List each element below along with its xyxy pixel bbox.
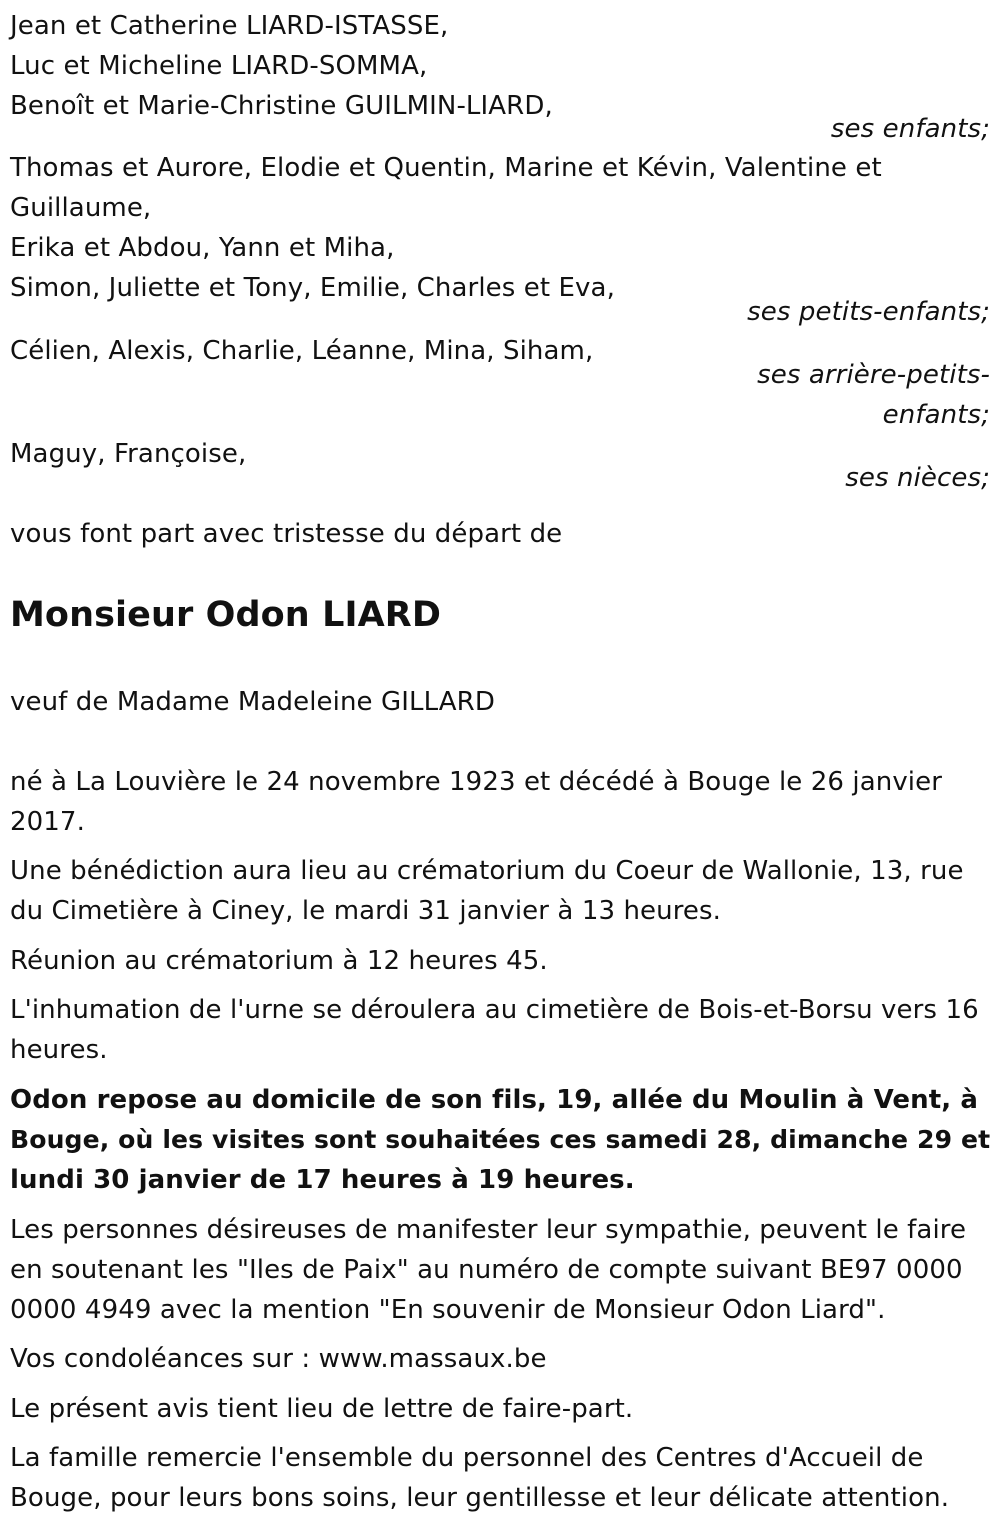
grandchild-line: Erika et Abdou, Yann et Miha,: [10, 233, 395, 263]
relation-great-grandchildren: enfants;: [882, 400, 990, 430]
rest-line: Odon repose au domicile de son fils, 19, allée du Moulin à Vent, à: [10, 1085, 979, 1115]
deceased-name: Monsieur Odon LIARD: [10, 595, 441, 635]
grandchild-line: Guillaume,: [10, 193, 152, 223]
burial-line: heures.: [10, 1035, 108, 1065]
notice-line: Le présent avis tient lieu de lettre de faire-part.: [10, 1394, 634, 1424]
spouse-line: veuf de Madame Madeleine GILLARD: [10, 687, 495, 717]
rest-line: lundi 30 janvier de 17 heures à 19 heures.: [10, 1165, 635, 1195]
great-grandchild-line: Célien, Alexis, Charlie, Léanne, Mina, Siham,: [10, 336, 594, 366]
grandchild-line: Thomas et Aurore, Elodie et Quentin, Marine et Kévin, Valentine et: [10, 153, 882, 183]
relation-great-grandchildren: ses arrière-petits-: [757, 360, 990, 390]
relation-grandchildren: ses petits-enfants;: [747, 297, 990, 327]
burial-line: L'inhumation de l'urne se déroulera au cimetière de Bois-et-Borsu vers 16: [10, 995, 979, 1025]
rest-line: Bouge, où les visites sont souhaitées ces samedi 28, dimanche 29 et: [10, 1125, 991, 1154]
sympathy-line: Les personnes désireuses de manifester leur sympathie, peuvent le faire: [10, 1215, 967, 1245]
sympathy-line: 0000 4949 avec la mention "En souvenir de Monsieur Odon Liard".: [10, 1295, 886, 1325]
child-line: Luc et Micheline LIARD-SOMMA,: [10, 51, 428, 81]
blessing-line: du Cimetière à Ciney, le mardi 31 janvier à 13 heures.: [10, 896, 722, 926]
sympathy-line: en soutenant les "Iles de Paix" au numéro de compte suivant BE97 0000: [10, 1255, 963, 1285]
child-line: Jean et Catherine LIARD-ISTASSE,: [10, 11, 449, 41]
meeting-line: Réunion au crématorium à 12 heures 45.: [10, 946, 548, 976]
niece-line: Maguy, Françoise,: [10, 439, 247, 469]
relation-children: ses enfants;: [830, 114, 990, 144]
relation-nieces: ses nièces;: [845, 463, 990, 493]
announcement: vous font part avec tristesse du départ de: [10, 519, 563, 549]
child-line: Benoît et Marie-Christine GUILMIN-LIARD,: [10, 91, 553, 121]
birth-death-line: 2017.: [10, 807, 85, 837]
grandchild-line: Simon, Juliette et Tony, Emilie, Charles et Eva,: [10, 273, 615, 303]
blessing-line: Une bénédiction aura lieu au crématorium du Coeur de Wallonie, 13, rue: [10, 856, 964, 886]
birth-death-line: né à La Louvière le 24 novembre 1923 et décédé à Bouge le 26 janvier: [10, 767, 943, 797]
thanks-line: Bouge, pour leurs bons soins, leur gentillesse et leur délicate attention.: [10, 1483, 950, 1513]
thanks-line: La famille remercie l'ensemble du personnel des Centres d'Accueil de: [10, 1443, 924, 1473]
condolences-line: Vos condoléances sur : www.massaux.be: [10, 1344, 547, 1374]
